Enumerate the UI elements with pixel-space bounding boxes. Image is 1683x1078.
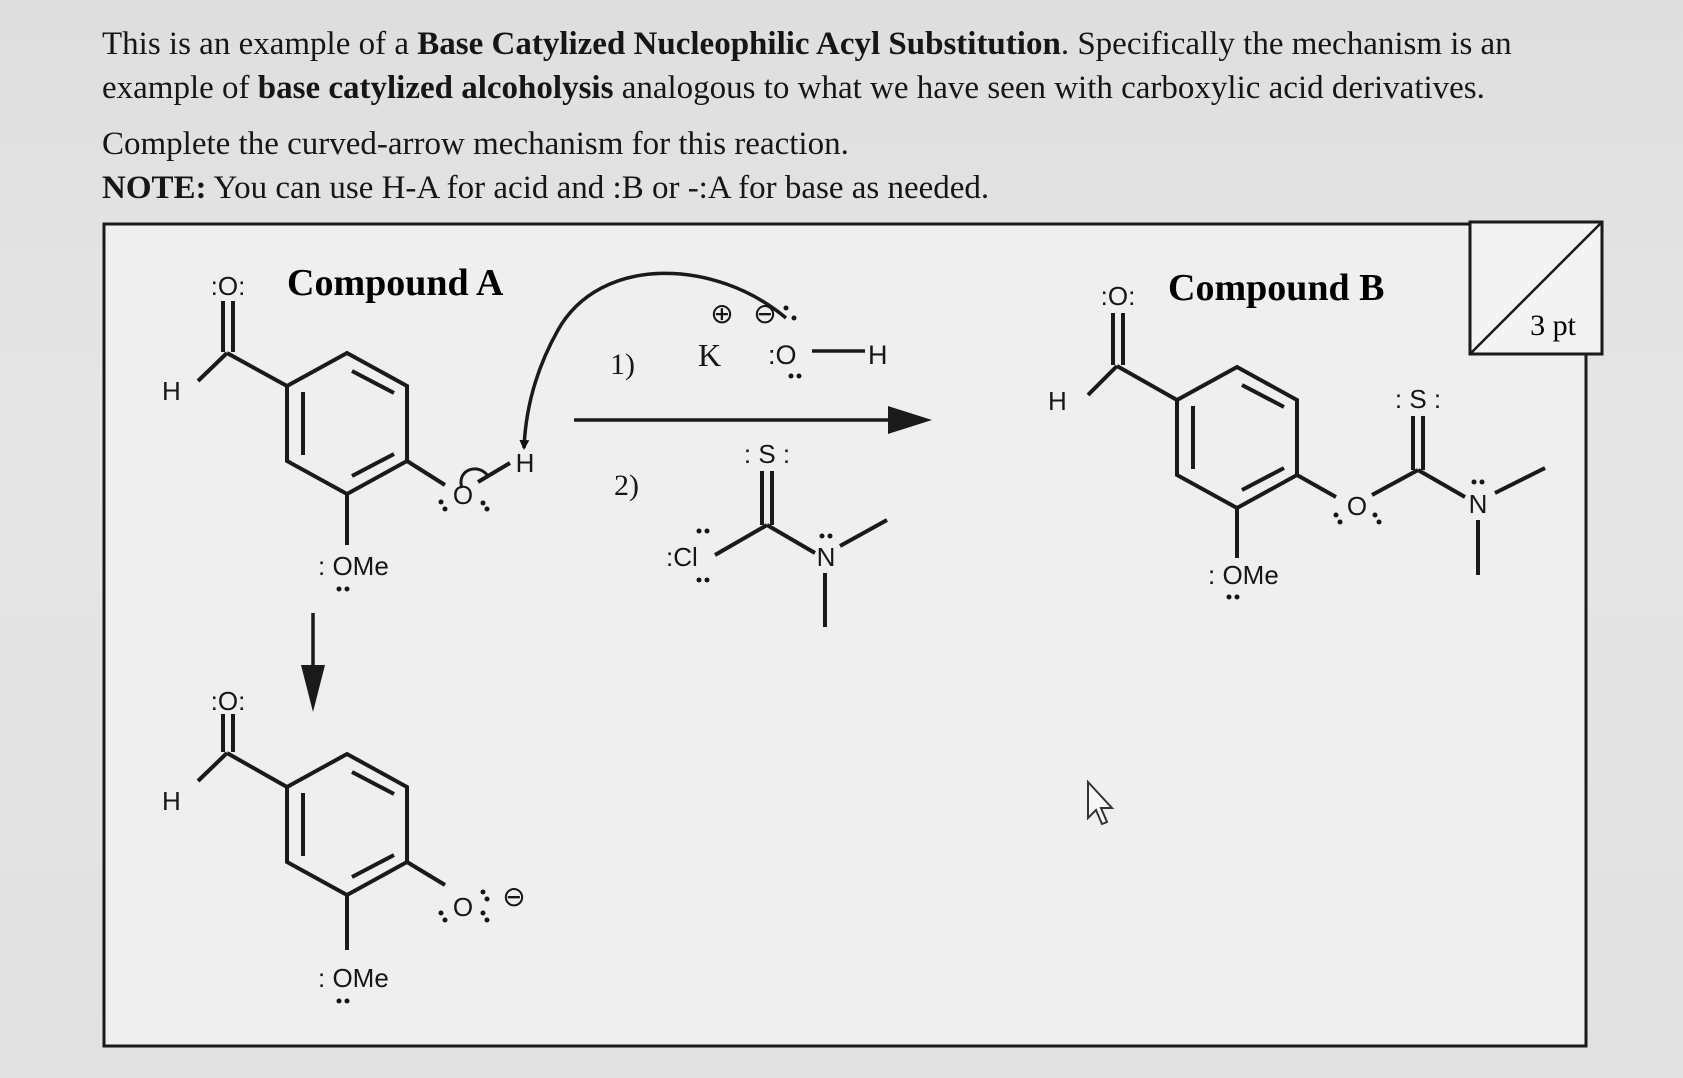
compound-b-ester-o: O	[1346, 491, 1368, 521]
hydroxide-o: :O	[768, 340, 797, 370]
compound-a-carbonyl-o: :O:	[210, 271, 246, 301]
intermediate-carbonyl-o: :O:	[210, 686, 246, 716]
compound-b-n: N	[1468, 489, 1488, 519]
thio-n: N	[816, 542, 836, 572]
step-2-number: 2)	[614, 469, 639, 502]
intermediate-aldehyde-h: H	[162, 786, 181, 816]
intro-line-2: example of base catylized alcoholysis analogous to what we have seen with carboxylic acid derivatives.	[102, 70, 1485, 106]
compound-b-aldehyde-h: H	[1048, 386, 1067, 416]
hydroxide-charge: ⊖	[753, 298, 777, 329]
phenoxide-o: O	[452, 892, 474, 922]
compound-a-aldehyde-h: H	[162, 376, 181, 406]
hydroxide-h: H	[868, 340, 888, 370]
compound-a-ome: : OMe	[318, 551, 389, 581]
intro-line-1: This is an example of a Base Catylized Nucleophilic Acyl Substitution. Specifically the mechanism is an	[102, 26, 1512, 62]
thio-s: : S :	[743, 439, 791, 469]
compound-a-phenol-h: H	[515, 448, 535, 478]
intermediate-ome: : OMe	[318, 963, 389, 993]
compound-b-s: : S :	[1394, 384, 1442, 414]
points-label: 3 pt	[1530, 309, 1576, 342]
instruction-line: Complete the curved-arrow mechanism for this reaction.	[102, 126, 849, 162]
potassium-label: K	[698, 337, 722, 373]
potassium-charge: ⊕	[710, 298, 734, 329]
compound-b-title: Compound B	[1168, 267, 1385, 309]
problem-frame	[104, 224, 1586, 1046]
step-1-number: 1)	[610, 348, 635, 381]
compound-a-phenol-o: O	[452, 480, 474, 510]
thio-cl: :Cl	[666, 542, 698, 572]
compound-b-ome: : OMe	[1208, 560, 1279, 590]
compound-a-title: Compound A	[287, 262, 504, 304]
note-line: NOTE: You can use H-A for acid and :B or -:A for base as needed.	[102, 170, 990, 206]
points-box	[1470, 222, 1602, 354]
phenoxide-charge: ⊖	[502, 881, 526, 912]
compound-b-carbonyl-o: :O:	[1100, 281, 1136, 311]
